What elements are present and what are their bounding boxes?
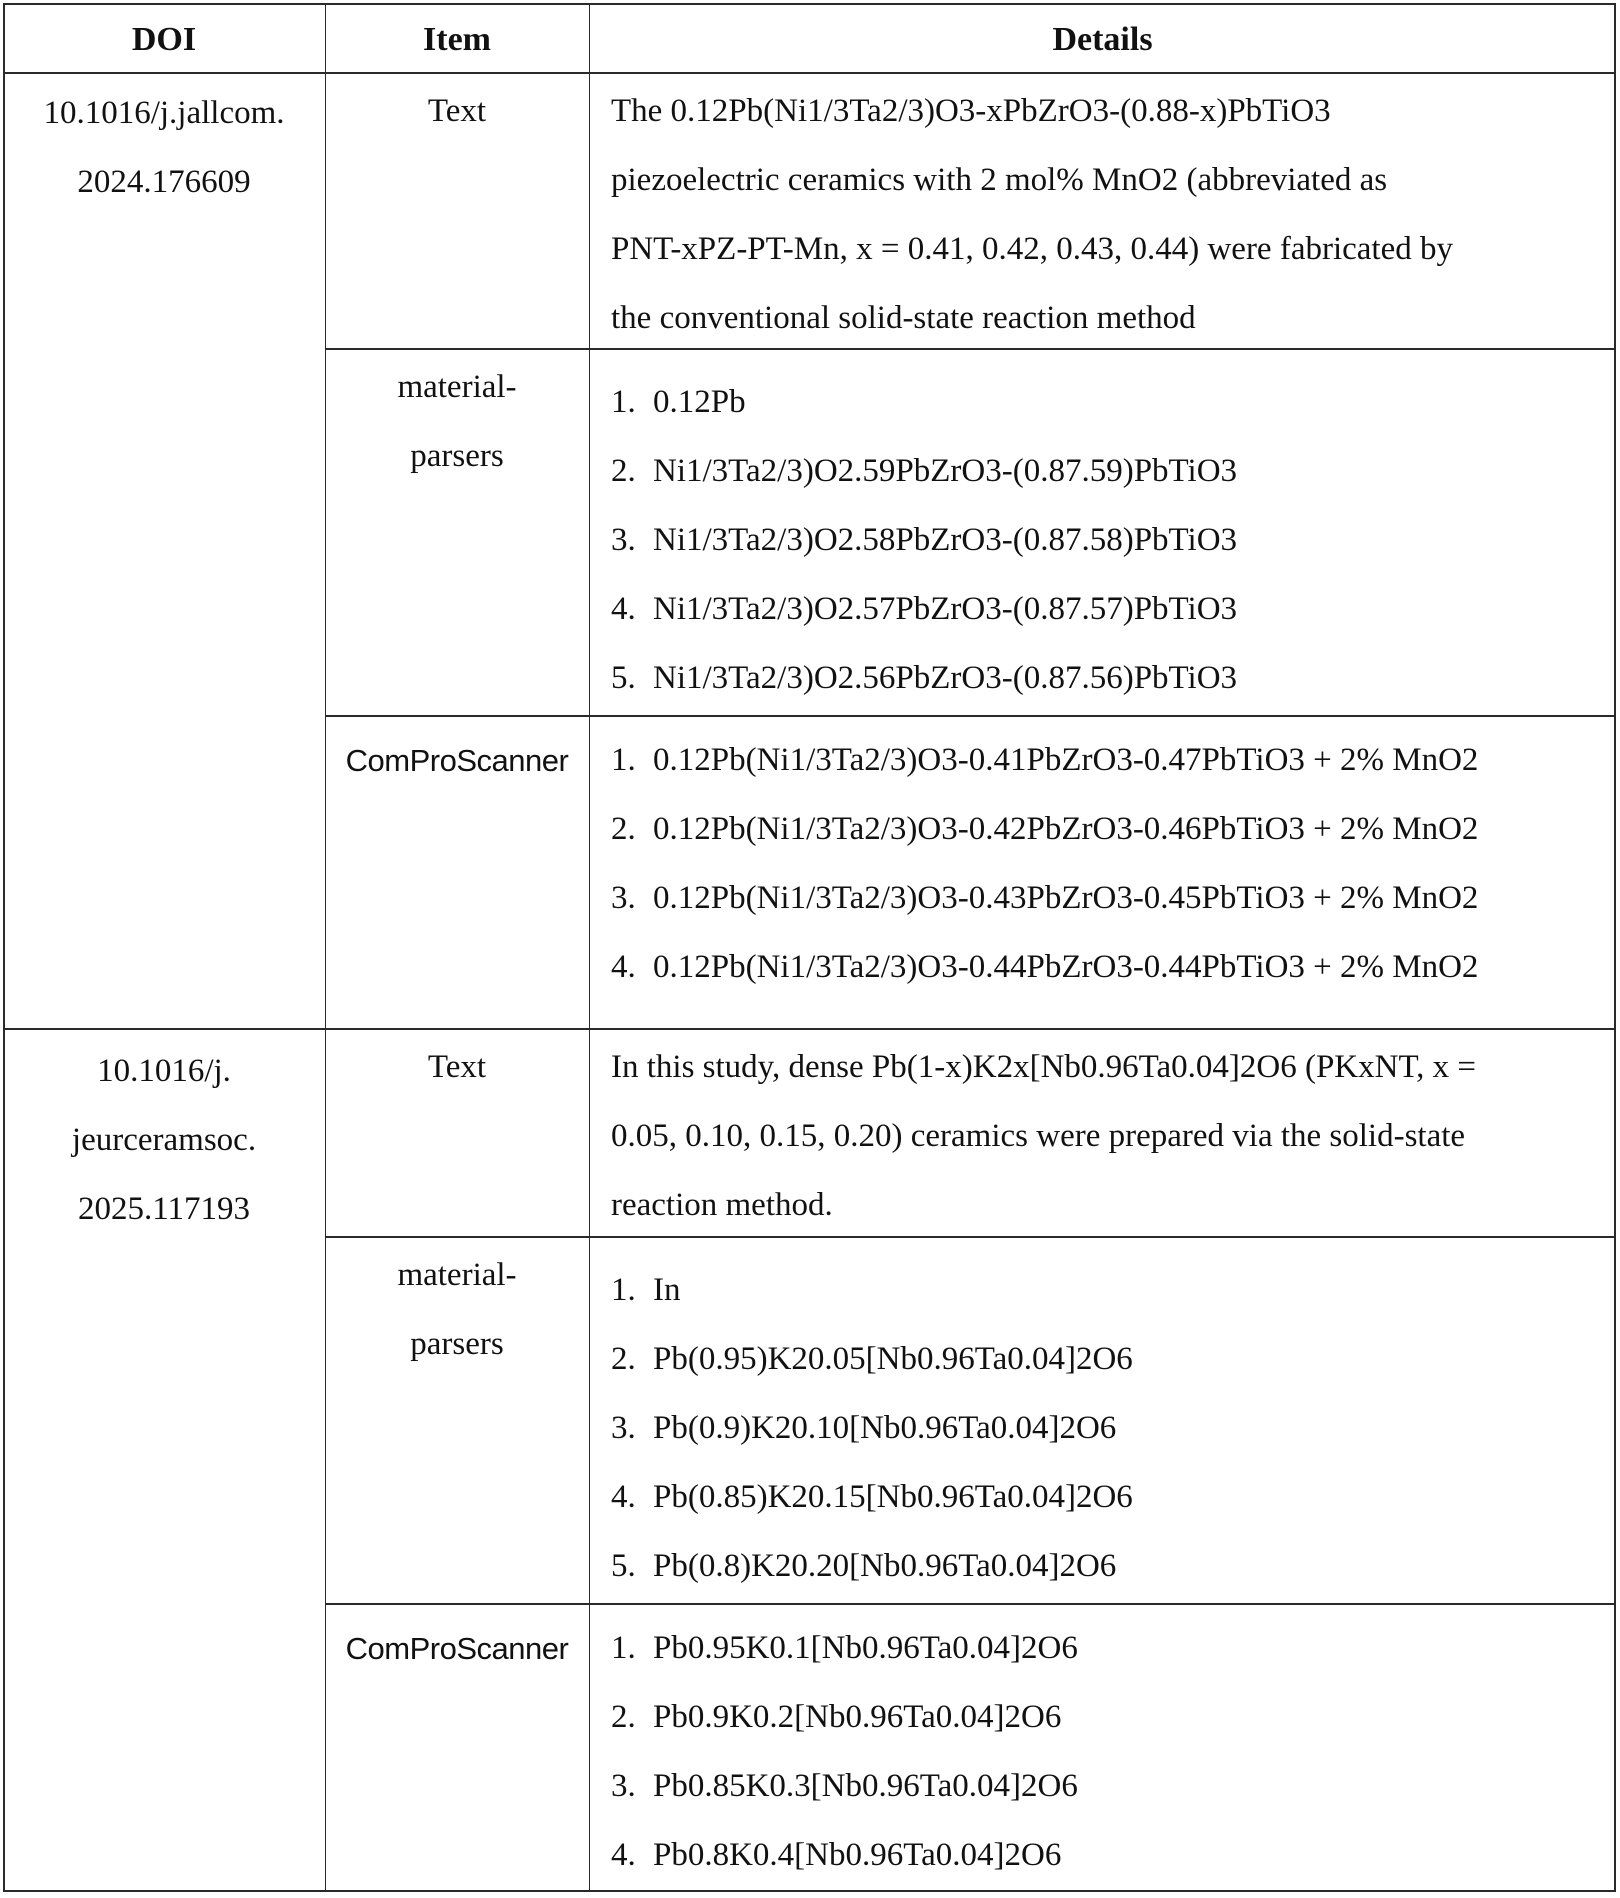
doi-line: 2024.176609 [77, 164, 251, 200]
list-item: 1. 0.12Pb(Ni1/3Ta2/3)O3-0.41PbZrO3-0.47PbTiO3 + 2% MnO2 [611, 742, 1479, 778]
item-comproscanner-label: ComProScanner [345, 1631, 569, 1666]
list-item: 3. Pb(0.9)K20.10[Nb0.96Ta0.04]2O6 [611, 1410, 1117, 1446]
text-line: 0.05, 0.10, 0.15, 0.20) ceramics were prepared via the solid-state [611, 1118, 1466, 1154]
row-rule [325, 1603, 1616, 1605]
text-line: PNT-xPZ-PT-Mn, x = 0.41, 0.42, 0.43, 0.44) were fabricated by [611, 231, 1453, 267]
list-item: 2. Pb0.9K0.2[Nb0.96Ta0.04]2O6 [611, 1699, 1062, 1735]
text-line: piezoelectric ceramics with 2 mol% MnO2 (abbreviated as [611, 162, 1388, 198]
list-item: 4. Pb(0.85)K20.15[Nb0.96Ta0.04]2O6 [611, 1479, 1133, 1515]
list-item: 4. Pb0.8K0.4[Nb0.96Ta0.04]2O6 [611, 1837, 1062, 1873]
comproscanner-details [589, 1614, 1616, 1890]
doi-cell [3, 79, 325, 217]
header-item: Item [423, 21, 491, 58]
item-material-parsers-label [325, 353, 589, 491]
material-parsers-details [589, 1256, 1616, 1601]
text-line: In this study, dense Pb(1-x)K2x[Nb0.96Ta0.04]2O6 (PKxNT, x = [611, 1049, 1477, 1085]
list-item: 2. 0.12Pb(Ni1/3Ta2/3)O3-0.42PbZrO3-0.46PbTiO3 + 2% MnO2 [611, 811, 1479, 847]
doi-cell [3, 1037, 325, 1244]
column-rule [325, 3, 326, 1892]
label-line: parsers [410, 1326, 504, 1362]
row-rule [325, 715, 1616, 717]
comproscanner-details [589, 726, 1616, 1002]
text-details [589, 1033, 1616, 1240]
doi-line: 10.1016/j.jallcom. [43, 95, 285, 131]
header-doi: DOI [131, 21, 197, 58]
material-parsers-details [589, 368, 1616, 713]
text-line: The 0.12Pb(Ni1/3Ta2/3)O3-xPbZrO3-(0.88-x)PbTiO3 [611, 93, 1331, 129]
label-line: material- [397, 369, 517, 405]
list-item: 3. Ni1/3Ta2/3)O2.58PbZrO3-(0.87.58)PbTiO3 [611, 522, 1238, 558]
block-rule [3, 1028, 1616, 1030]
item-comproscanner-label: ComProScanner [345, 743, 569, 778]
text-details [589, 77, 1616, 353]
label-line: material- [397, 1257, 517, 1293]
list-item: 3. 0.12Pb(Ni1/3Ta2/3)O3-0.43PbZrO3-0.45PbTiO3 + 2% MnO2 [611, 880, 1479, 916]
list-item: 1. Pb0.95K0.1[Nb0.96Ta0.04]2O6 [611, 1630, 1078, 1666]
doi-line: 2025.117193 [77, 1191, 251, 1227]
item-material-parsers-label [325, 1241, 589, 1379]
list-item: 5. Ni1/3Ta2/3)O2.56PbZrO3-(0.87.56)PbTiO3 [611, 660, 1238, 696]
list-item: 4. Ni1/3Ta2/3)O2.57PbZrO3-(0.87.57)PbTiO3 [611, 591, 1238, 627]
doi-line: jeurceramsoc. [71, 1122, 257, 1158]
label-line: parsers [410, 438, 504, 474]
text-line: the conventional solid-state reaction method [611, 300, 1196, 336]
list-item: 2. Ni1/3Ta2/3)O2.59PbZrO3-(0.87.59)PbTiO3 [611, 453, 1238, 489]
list-item: 4. 0.12Pb(Ni1/3Ta2/3)O3-0.44PbZrO3-0.44PbTiO3 + 2% MnO2 [611, 949, 1479, 985]
list-item: 1. In [611, 1272, 681, 1308]
list-item: 3. Pb0.85K0.3[Nb0.96Ta0.04]2O6 [611, 1768, 1078, 1804]
text-line: reaction method. [611, 1187, 833, 1223]
header-details: Details [1052, 21, 1153, 58]
item-text-label: Text [427, 93, 487, 129]
item-text-label: Text [427, 1049, 487, 1085]
list-item: 5. Pb(0.8)K20.20[Nb0.96Ta0.04]2O6 [611, 1548, 1117, 1584]
list-item: 1. 0.12Pb [611, 384, 746, 420]
doi-line: 10.1016/j. [97, 1053, 231, 1089]
list-item: 2. Pb(0.95)K20.05[Nb0.96Ta0.04]2O6 [611, 1341, 1133, 1377]
